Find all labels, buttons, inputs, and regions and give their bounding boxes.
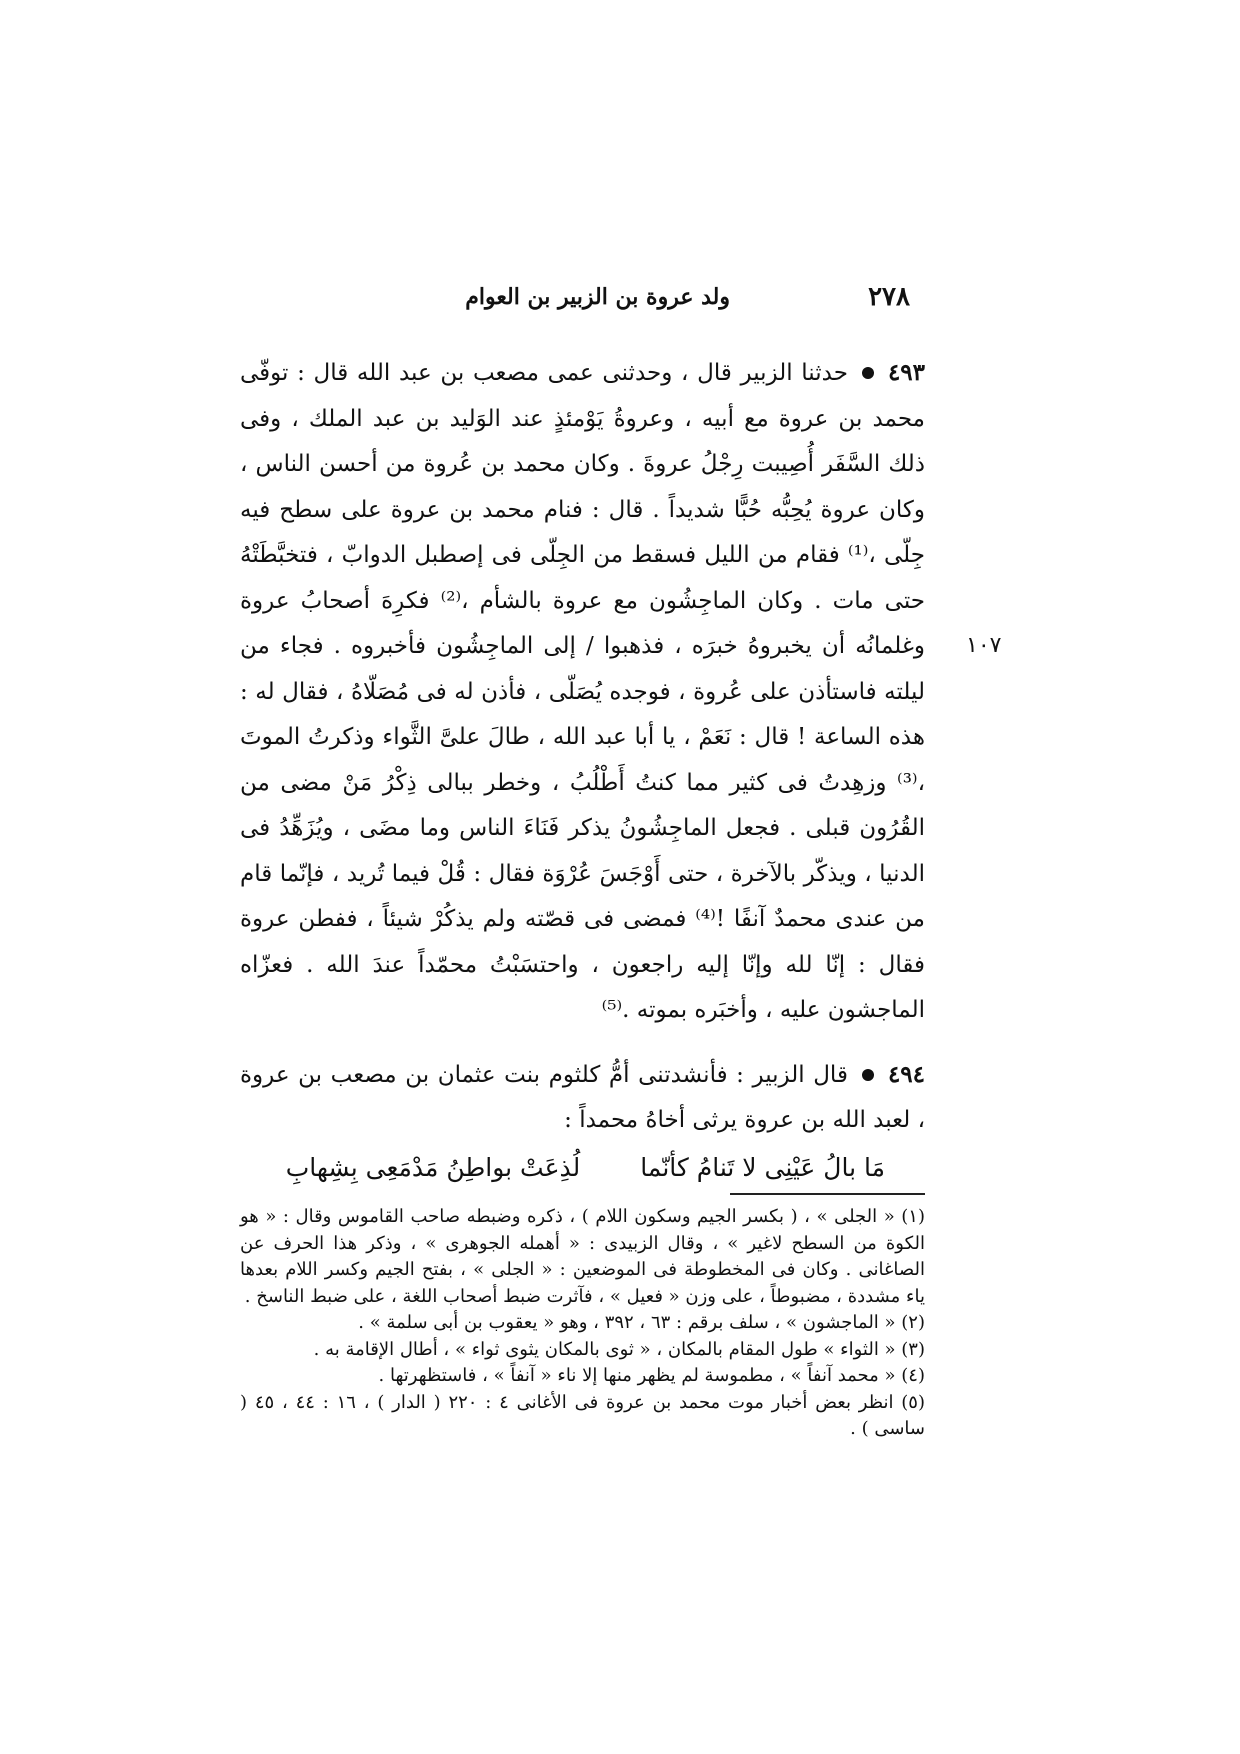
poetry-verse — [240, 1144, 925, 1192]
page-number: ٢٧٨ — [868, 282, 910, 312]
bullet-icon — [862, 367, 874, 379]
footnote-divider — [730, 1193, 925, 1195]
paragraph-text: حدثنا الزبير قال ، وحدثنى عمى مصعب بن عبد الله قال : توفّى محمد بن عروة مع أبيه ، وعروةُ يَوْمئذٍ عند الوَليد بن عبد الملك ، وفى ذلك السَّفَر أُصِيبت رِجْلُ عروةَ . وكان محمد بن عُروة من أحسن الناس ، وكان عروة يُحِبُّه حُبًّا شديداً . قال : فنام محمد بن عروة على سطح فيه جِلّى ،⁽¹⁾ فقام من الليل فسقط من الجِلّى فى إصطبل الدوابّ ، فتخبَّطَتْهُ حتى مات . وكان الماجِشُون مع عروة بالشأم ،⁽²⁾ فكرِهَ أصحابُ عروة وغلمانُه أن يخبروهُ خبرَه ، فذهبوا / إلى الماجِشُون فأخبروه . فجاء من ليلته فاستأذن على عُروة ، فوجده يُصَلّى ، فأذن له فى مُصَلّاهُ ، فقال له : هذه الساعة ! قال : نَعَمْ ، يا أبا عبد الله ، طالَ علىَّ الثَّواء وذكرتُ الموتَ ،⁽³⁾ وزهِدتُ فى كثير مما كنتُ أَطْلُبُ ، وخطر ببالى ذِكْرُ مَنْ مضى من القُرُون قبلى . فجعل الماجِشُونُ يذكر فَنَاءَ الناس وما مضَى ، ويُزَهِّدُ فى الدنيا ، ويذكّر بالآخرة ، حتى أَوْجَسَ عُرْوَة فقال : قُلْ فيما تُريد ، فإنّما قام من عندى محمدٌ آنفًا !⁽⁴⁾ فمضى فى قصّته ولم يذكُرْ شيئاً ، ففطن عروة فقال : إنّا لله وإنّا إليه راجعون ، واحتسَبْتُ محمّداً عندَ الله . فعزّاه الماجشون عليه ، وأخبَره بموته .⁽⁵⁾ — [240, 360, 925, 1023]
verse-first-hemistich: مَا بالُ عَيْنِى لا تَنامُ كأنّما — [640, 1152, 885, 1182]
footnote-5: (٥) انظر بعض أخبار موت محمد بن عروة فى الأغانى ٤ : ٢٢٠ ( الدار ) ، ١٦ : ٤٤ ، ٤٥ ( ساسى ) . — [240, 1391, 925, 1439]
running-header — [240, 282, 910, 322]
footnote-3: (٣) « الثواء » طول المقام بالمكان ، « ثوى بالمكان يثوى ثواء » ، أطال الإقامة به . — [313, 1338, 925, 1360]
main-text — [240, 350, 925, 1192]
footnotes — [240, 1204, 925, 1443]
footnote-2: (٢) « الماجشون » ، سلف برقم : ٦٣ ، ٣٩٢ ، وهو « يعقوب بن أبى سلمة » . — [358, 1312, 925, 1333]
bullet-icon — [862, 1069, 874, 1081]
running-title: ولد عروة بن الزبير بن العوام — [465, 284, 730, 310]
paragraph-text: قال الزبير : فأنشدتنى أمُّ كلثوم بنت عثمان بن مصعب بن عروة ، لعبد الله بن عروة يرثى أخاهُ محمداً : — [240, 1061, 925, 1133]
paragraph-number: ٤٩٤ — [887, 1060, 925, 1088]
paragraph-493 — [240, 350, 925, 1034]
paragraph-494 — [240, 1052, 925, 1144]
manuscript-folio-marker: ١٠٧ — [966, 633, 1002, 658]
paragraph-number: ٤٩٣ — [887, 359, 925, 386]
verse-second-hemistich: لُذِعَتْ بواطِنُ مَدْمَعِى بِشِهابِ — [285, 1152, 581, 1182]
footnote-4: (٤) « محمد آنفاً » ، مطموسة لم يظهر منها إلا ناء « آنفاً » ، فاستظهرتها . — [378, 1365, 925, 1386]
footnote-1: (١) « الجلى » ، ( بكسر الجيم وسكون اللام ) ، ذكره وضبطه صاحب القاموس وقال : « هو الكوة من السطح لاغير » ، وقال الزبيدى : « أهمله الجوهرى » ، وذكر هذا الحرف عن الصاغانى . وكان فى المخطوطة فى الموضعين : « الجلى » ، بفتح الجيم وكسر اللام بعدها ياء مشددة ، مضبوطاً ، على وزن « فعيل » ، فآثرت ضبط أصحاب اللغة ، على ضبط الناسخ . — [240, 1206, 925, 1307]
